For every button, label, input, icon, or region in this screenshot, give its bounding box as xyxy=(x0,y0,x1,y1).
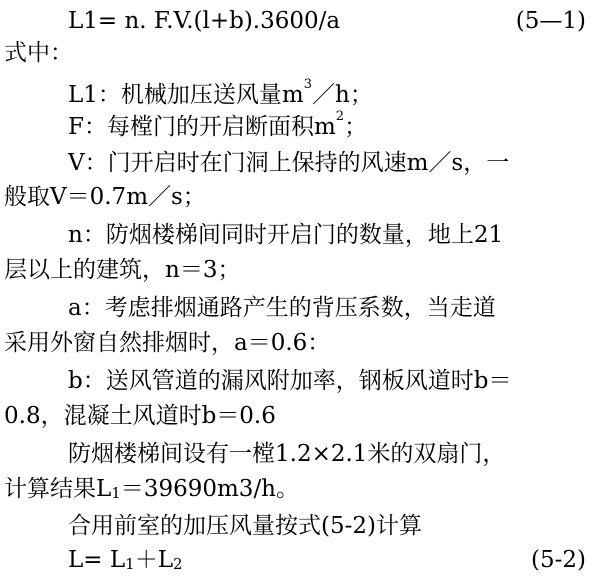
definition-a-line2: 采用外窗自然排烟时，a＝0.6： xyxy=(4,330,331,356)
definition-l1: L1：机械加压送风量$m^3/h$； xyxy=(68,77,373,108)
definition-a-line1: a：考虑排烟通路产生的背压系数，当走道 xyxy=(68,295,496,321)
definition-v-line1: V：门开启时在门洞上保持的风速m／s，一 xyxy=(68,150,510,176)
example-line1: 防烟楼梯间设有一樘1.2×2.1米的双扇门， xyxy=(68,441,506,467)
definition-b-line2: 0.8，混凝土风道时b＝0.6 xyxy=(4,403,276,429)
equation-5-2-number: (5-2) xyxy=(531,547,586,573)
equation-5-1-formula: L1= n. F.V.(l+b).3600/a xyxy=(68,8,341,34)
definition-n-line2: 层以上的建筑，n＝3； xyxy=(4,257,241,283)
equation-5-2 xyxy=(68,539,600,581)
definition-b-line1: b：送风管道的漏风附加率，钢板风道时b＝ xyxy=(68,368,512,394)
definition-n-line1: n：防烟楼梯间同时开启门的数量，地上21 xyxy=(68,222,504,248)
equation-5-2-formula: $L= L_1+L_2$ xyxy=(68,547,183,573)
definition-v-line2: 般取V＝0.7m／s； xyxy=(4,184,206,210)
where-label: 式中： xyxy=(4,40,73,66)
equation-5-1-number: (5—1) xyxy=(515,8,586,34)
definition-f: F：每樘门的开启断面积$m^2$； xyxy=(68,109,368,140)
combined-room-text: 合用前室的加压风量按式(5-2)计算 xyxy=(68,513,422,539)
example-line2: 计算结果$L_1=39690m3/h$。 xyxy=(4,476,299,502)
